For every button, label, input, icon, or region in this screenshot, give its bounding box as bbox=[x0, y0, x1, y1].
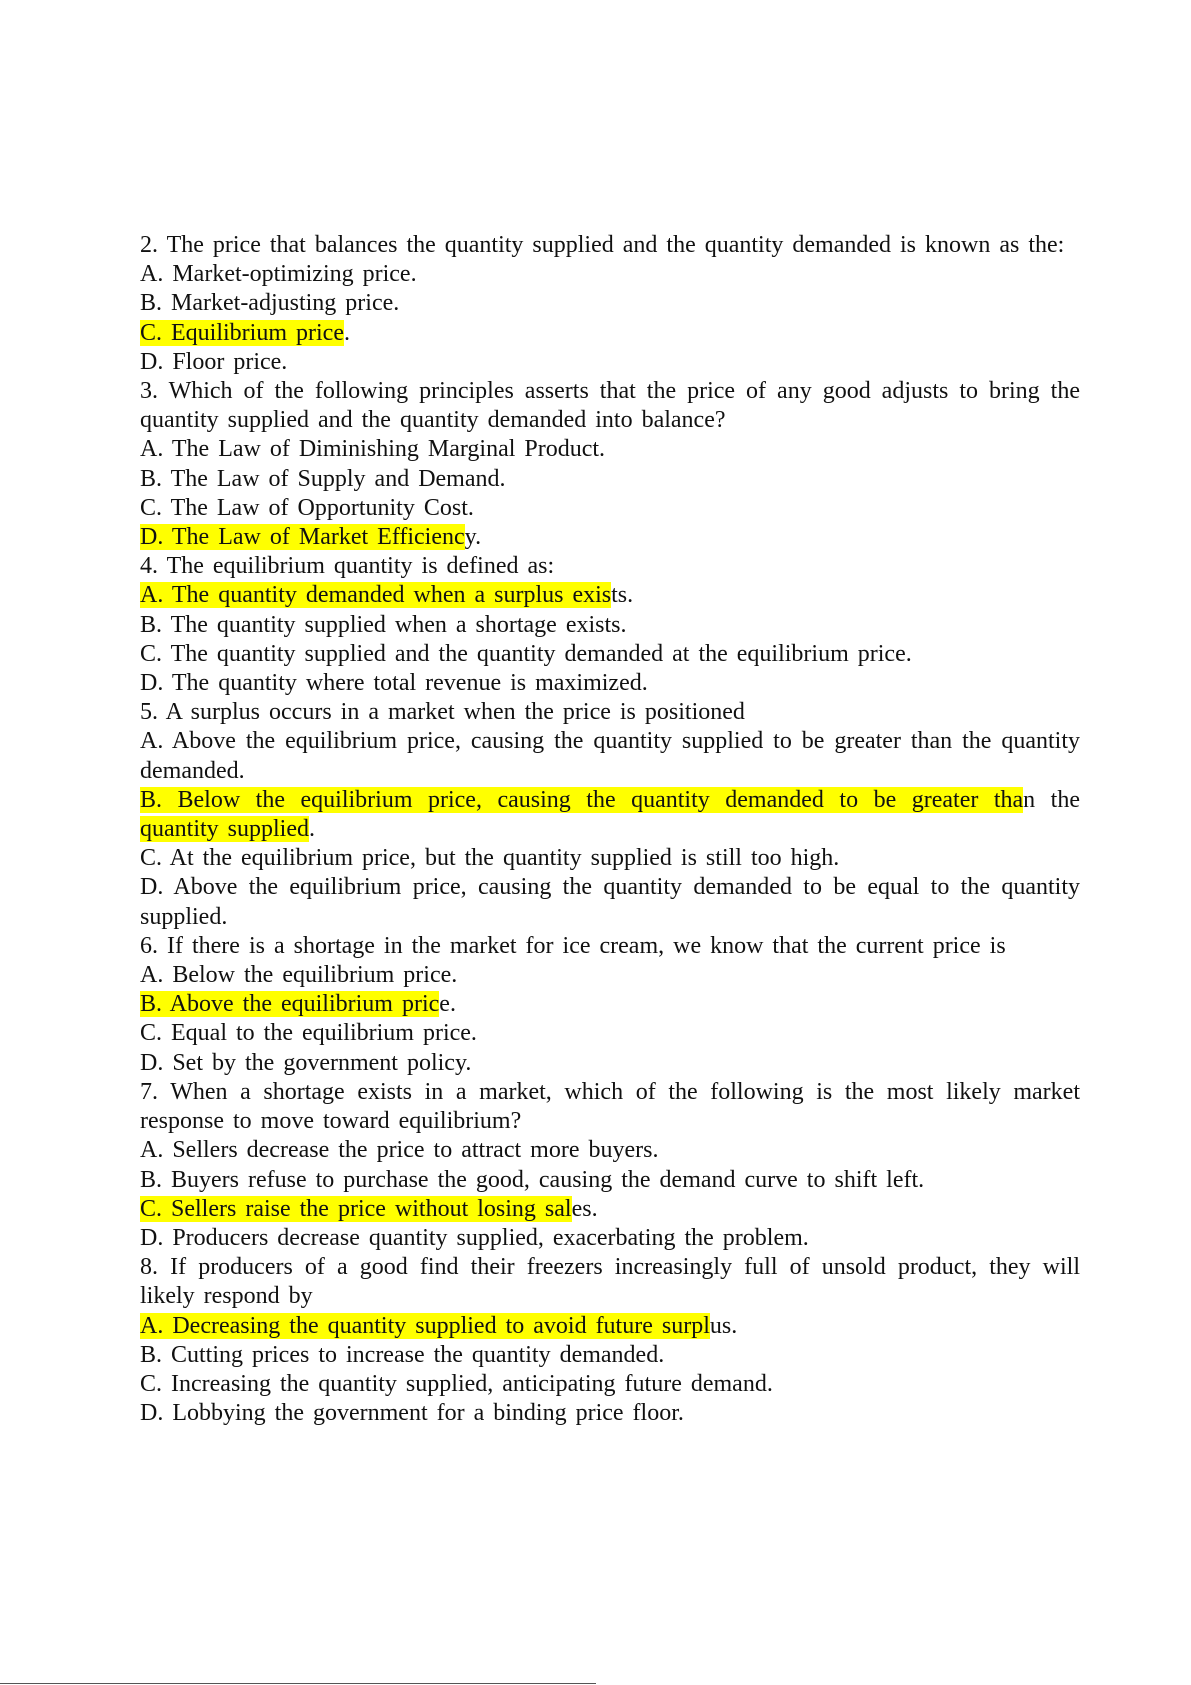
question-block bbox=[140, 1078, 1080, 1253]
answer-option: B. Buyers refuse to purchase the good, causing the demand curve to shift left. bbox=[140, 1166, 925, 1193]
answer-option-highlighted bbox=[140, 319, 1080, 348]
question-stem: 5. A surplus occurs in a market when the price is positioned bbox=[140, 699, 745, 726]
answer-option: A. Above the equilibrium price, causing the quantity supplied to be greater than the quantity demanded. bbox=[140, 728, 1080, 784]
answer-option: D. Set by the government policy. bbox=[140, 1049, 472, 1076]
question-block bbox=[140, 698, 1080, 932]
answer-option-highlighted bbox=[140, 1195, 1080, 1224]
answer-option: B. Cutting prices to increase the quantity demanded. bbox=[140, 1341, 665, 1368]
answer-option: B. Market-adjusting price. bbox=[140, 290, 400, 317]
highlight: B. Below the equilibrium price, causing the quantity demanded to be greater tha bbox=[140, 786, 1024, 813]
answer-option: D. Above the equilibrium price, causing the quantity demanded to be equal to the quantity supplied. bbox=[140, 874, 1080, 930]
question-block bbox=[140, 231, 1080, 377]
option-text-tail: . bbox=[308, 816, 315, 843]
question-stem: 6. If there is a shortage in the market for ice cream, we know that the current price is bbox=[140, 932, 1006, 959]
answer-option-highlighted bbox=[140, 523, 1080, 552]
highlight: C. Sellers raise the price without losing sal bbox=[140, 1195, 572, 1222]
answer-option-highlighted bbox=[140, 581, 1080, 610]
answer-option: B. The quantity supplied when a shortage exists. bbox=[140, 611, 627, 638]
question-block bbox=[140, 932, 1080, 1078]
highlight: A. The quantity demanded when a surplus exis bbox=[140, 582, 612, 609]
answer-option: D. The quantity where total revenue is maximized. bbox=[140, 670, 648, 697]
highlight: D. The Law of Market Efficienc bbox=[140, 524, 465, 551]
answer-option: C. At the equilibrium price, but the quantity supplied is still too high. bbox=[140, 845, 840, 872]
answer-option: C. Increasing the quantity supplied, anticipating future demand. bbox=[140, 1370, 773, 1397]
answer-option: C. Equal to the equilibrium price. bbox=[140, 1020, 477, 1047]
highlight: C. Equilibrium price bbox=[140, 319, 344, 346]
answer-option: D. Producers decrease quantity supplied, exacerbating the problem. bbox=[140, 1224, 809, 1251]
answer-option: B. The Law of Supply and Demand. bbox=[140, 465, 506, 492]
question-stem: 7. When a shortage exists in a market, which of the following is the most likely market response to move toward equilibrium? bbox=[140, 1078, 1080, 1135]
option-text-tail: us. bbox=[709, 1312, 738, 1339]
question-stem: 8. If producers of a good find their freezers increasingly full of unsold product, they will likely respond by bbox=[140, 1254, 1080, 1310]
answer-option: C. The Law of Opportunity Cost. bbox=[140, 494, 474, 521]
question-block bbox=[140, 1253, 1080, 1428]
answer-option: D. Floor price. bbox=[140, 348, 288, 375]
question-block bbox=[140, 377, 1080, 552]
answer-option-highlighted bbox=[140, 990, 1080, 1019]
answer-option: A. Below the equilibrium price. bbox=[140, 962, 458, 989]
answer-option: D. Lobbying the government for a binding price floor. bbox=[140, 1400, 684, 1427]
option-text-tail: es. bbox=[571, 1195, 598, 1222]
answer-option-highlighted bbox=[140, 786, 1080, 844]
highlight: quantity supplied bbox=[140, 816, 309, 843]
option-text-tail: ts. bbox=[611, 582, 634, 609]
question-stem: 2. The price that balances the quantity supplied and the quantity demanded is known as the: bbox=[140, 232, 1065, 258]
question-stem: 4. The equilibrium quantity is defined as: bbox=[140, 553, 555, 580]
option-text-tail: y. bbox=[464, 524, 482, 551]
footnote-separator bbox=[0, 1683, 596, 1684]
highlight: B. Above the equilibrium pric bbox=[140, 991, 440, 1018]
answer-option-highlighted bbox=[140, 1312, 1080, 1341]
document-page bbox=[140, 231, 1080, 1428]
question-block bbox=[140, 552, 1080, 698]
highlight: A. Decreasing the quantity supplied to avoid future surpl bbox=[140, 1312, 710, 1339]
answer-option: C. The quantity supplied and the quantity demanded at the equilibrium price. bbox=[140, 640, 912, 667]
option-text-middle: n the bbox=[1023, 786, 1080, 813]
answer-option: A. Sellers decrease the price to attract more buyers. bbox=[140, 1137, 659, 1164]
option-text-tail: . bbox=[343, 319, 350, 346]
question-stem: 3. Which of the following principles asserts that the price of any good adjusts to bring the quantity supplied and the quantity demanded into balance? bbox=[140, 378, 1080, 434]
option-text-tail: e. bbox=[439, 991, 456, 1018]
answer-option: A. The Law of Diminishing Marginal Product. bbox=[140, 436, 606, 463]
answer-option: A. Market-optimizing price. bbox=[140, 261, 417, 288]
